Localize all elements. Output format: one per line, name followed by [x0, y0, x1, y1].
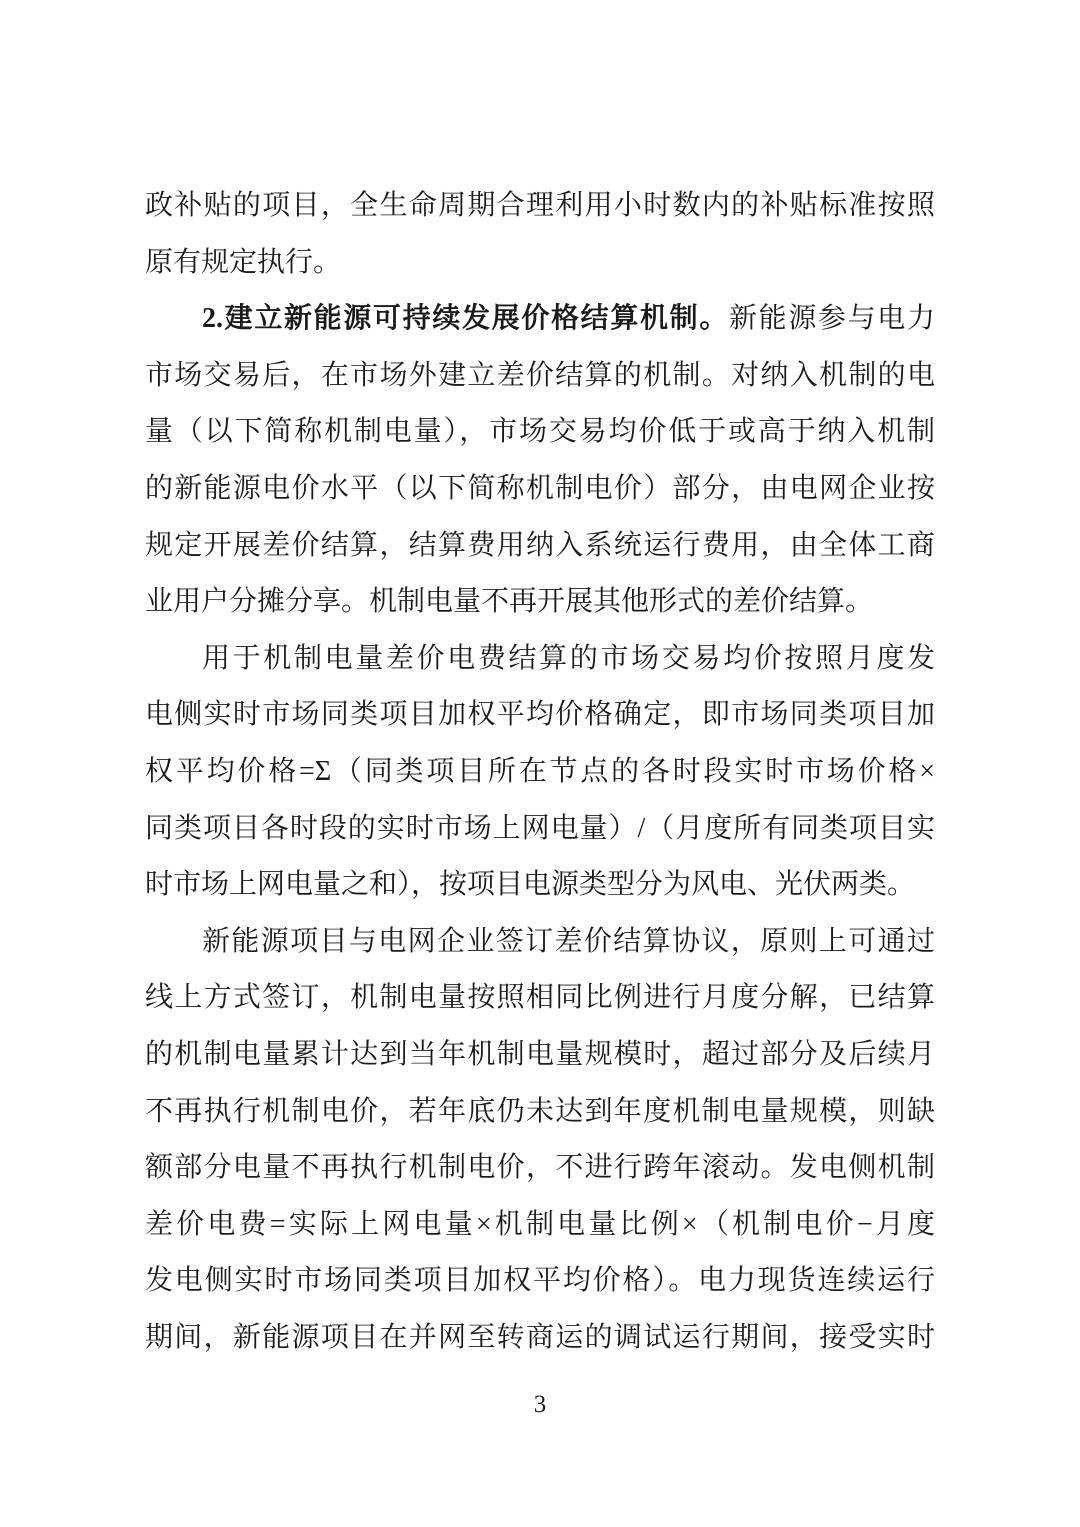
formula-text-line: 差价电费=实际上网电量×机制电量比例×（机制电价−月度: [145, 1208, 935, 1240]
text-line: 时市场上网电量之和），按项目电源类型分为风电、光伏两类。: [145, 869, 916, 901]
text-line: 线上方式签订，机制电量按照相同比例进行月度分解，已结算: [145, 982, 935, 1014]
text-line: 量（以下简称机制电量），市场交易均价低于或高于纳入机制: [145, 416, 935, 448]
text-line: 发电侧实时市场同类项目加权平均价格）。电力现货连续运行: [145, 1265, 935, 1297]
text-line: 的机制电量累计达到当年机制电量规模时，超过部分及后续月: [145, 1038, 935, 1070]
paragraph-first-line: 新能源项目与电网企业签订差价结算协议，原则上可通过: [202, 925, 935, 957]
document-text-block: [145, 178, 935, 1366]
section-2-body-start-text: 新能源参与电力: [728, 303, 935, 335]
text-line: 原有规定执行。: [145, 246, 342, 278]
text-line: 额部分电量不再执行机制电价，不进行跨年滚动。发电侧机制: [145, 1152, 935, 1184]
section-2-heading-bold-text: 2.建立新能源可持续发展价格结算机制。: [202, 303, 729, 335]
text-line: 市场交易后，在市场外建立差价结算的机制。对纳入机制的电: [145, 359, 935, 391]
section-2-heading-line: [145, 291, 935, 348]
page-number: 3: [533, 1391, 547, 1418]
paragraph-first-line: 用于机制电量差价电费结算的市场交易均价按照月度发: [202, 642, 935, 674]
text-line: 规定开展差价结算，结算费用纳入系统运行费用，由全体工商: [145, 529, 935, 561]
text-line: 政补贴的项目，全生命周期合理利用小时数内的补贴标准按照: [145, 190, 935, 221]
text-line: 电侧实时市场同类项目加权平均价格确定，即市场同类项目加: [145, 699, 935, 731]
text-line: 期间，新能源项目在并网至转商运的调试运行期间，接受实时: [145, 1321, 935, 1353]
text-line: 不再执行机制电价，若年底仍未达到年度机制电量规模，则缺: [145, 1095, 935, 1127]
text-line: 的新能源电价水平（以下简称机制电价）部分，由电网企业按: [145, 472, 935, 504]
text-line: 业用户分摊分享。机制电量不再开展其他形式的差价结算。: [145, 586, 874, 618]
formula-text-line: 权平均价格=Σ（同类项目所在节点的各时段实时市场价格×: [145, 755, 935, 787]
formula-text-line: 同类项目各时段的实时市场上网电量）/（月度所有同类项目实: [145, 812, 935, 844]
